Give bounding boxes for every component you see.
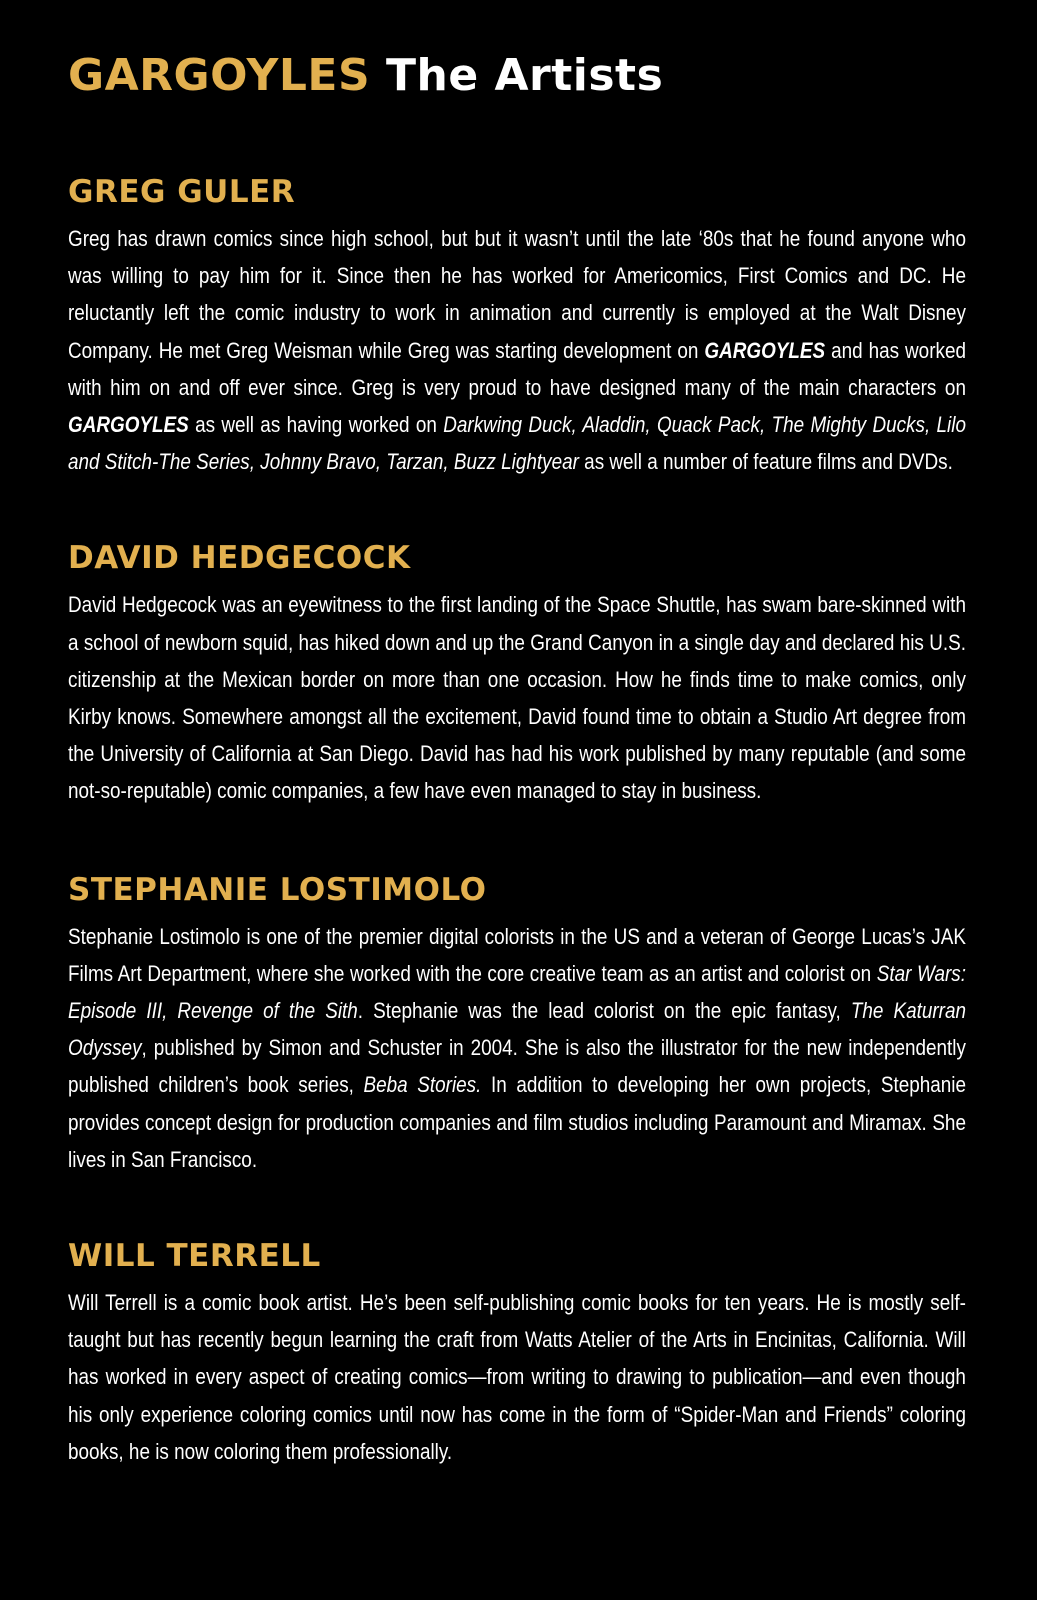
bio-text: David Hedgecock was an eyewitness to the first landing of the Space Shuttle, has swam bare-skinned with a school of newborn squid, has hiked down and up the Grand Canyon in a single day and declared his U.S. citizenship at the Mexican border on more than one occasion. How he finds time to make comics, only Kirby knows. Somewhere amongst all the excitement, David found time to obtain a Studio Art degree from the University of California at San Diego. David has had his work published by many reputable (and some not-so-reputable) comic companies, a few have even managed to stay in business. bbox=[68, 592, 966, 804]
bio-text: Greg has drawn comics since high school, but but it wasn’t until the late ‘80s that he found anyone who was willing to pay him for it. Since then he has worked for Americomics, First Comics and DC. He reluctantly left the comic industry to work in animation and currently is employed at the Walt Disney Company. He met Greg Weisman while Greg was starting development on bbox=[68, 226, 966, 363]
artist-bio bbox=[68, 586, 966, 809]
title-brand: GARGOYLES bbox=[68, 50, 371, 101]
title-rest: The Artists bbox=[385, 50, 664, 101]
bio-text: and has worked with him on and off ever since. Greg is very proud to have designed many of the main characters on bbox=[68, 337, 966, 400]
bio-text: , published by Simon and Schuster in 2004. She is also the illustrator for the new independently published children’s book series, bbox=[68, 1035, 966, 1098]
bio-text: as well a number of feature films and DVDs. bbox=[578, 449, 953, 475]
artist-name: WILL TERRELL bbox=[68, 1238, 321, 1275]
artist-section-will-terrell bbox=[68, 1234, 967, 1470]
artist-section-stephanie-lostimolo bbox=[68, 868, 967, 1178]
artist-name: DAVID HEDGECOCK bbox=[68, 540, 411, 577]
artist-name: GREG GULER bbox=[68, 174, 296, 210]
artist-bio bbox=[68, 918, 966, 1178]
series-title: GARGOYLES bbox=[704, 337, 826, 363]
artist-bio bbox=[68, 220, 966, 480]
artist-section-greg-guler bbox=[68, 170, 967, 480]
bio-text: Will Terrell is a comic book artist. He’s been self-publishing comic books for ten years. He is mostly self-taught but has recently begun learning the craft from Watts Atelier of the Arts in Encinitas, California. Will has worked in every aspect of creating comics—from writing to drawing to publication—and even though his only experience coloring comics until now has come in the form of “Spider-Man and Friends” coloring books, he is now coloring them professionally. bbox=[68, 1290, 966, 1464]
page-title bbox=[68, 44, 967, 108]
series-title: GARGOYLES bbox=[68, 412, 189, 438]
bio-text: In addition to developing her own projects, Stephanie provides concept design for production companies and film studios including Paramount and Miramax. She lives in San Francisco. bbox=[68, 1072, 966, 1172]
italic-title: Beba Stories. bbox=[363, 1072, 482, 1098]
artist-name: STEPHANIE LOSTIMOLO bbox=[68, 871, 487, 908]
italic-title: The Katurran Odyssey bbox=[68, 998, 966, 1061]
artist-bio bbox=[68, 1284, 966, 1470]
bio-text: Stephanie Lostimolo is one of the premier digital colorists in the US and a veteran of George Lucas’s JAK Films Art Department, where she worked with the core creative team as an artist and colorist on bbox=[68, 923, 966, 986]
bio-text: . Stephanie was the lead colorist on the epic fantasy, bbox=[357, 998, 851, 1024]
bio-text: as well as having worked on bbox=[188, 412, 444, 438]
italic-title: Star Wars: Episode III, Revenge of the Sith bbox=[68, 960, 966, 1024]
italic-title: Darkwing Duck, Aladdin, Quack Pack, The Mighty Ducks, Lilo and Stitch-The Series, Johnny Bravo, Tarzan, Buzz Lightyear bbox=[68, 412, 966, 475]
artist-section-david-hedgecock bbox=[68, 536, 967, 809]
